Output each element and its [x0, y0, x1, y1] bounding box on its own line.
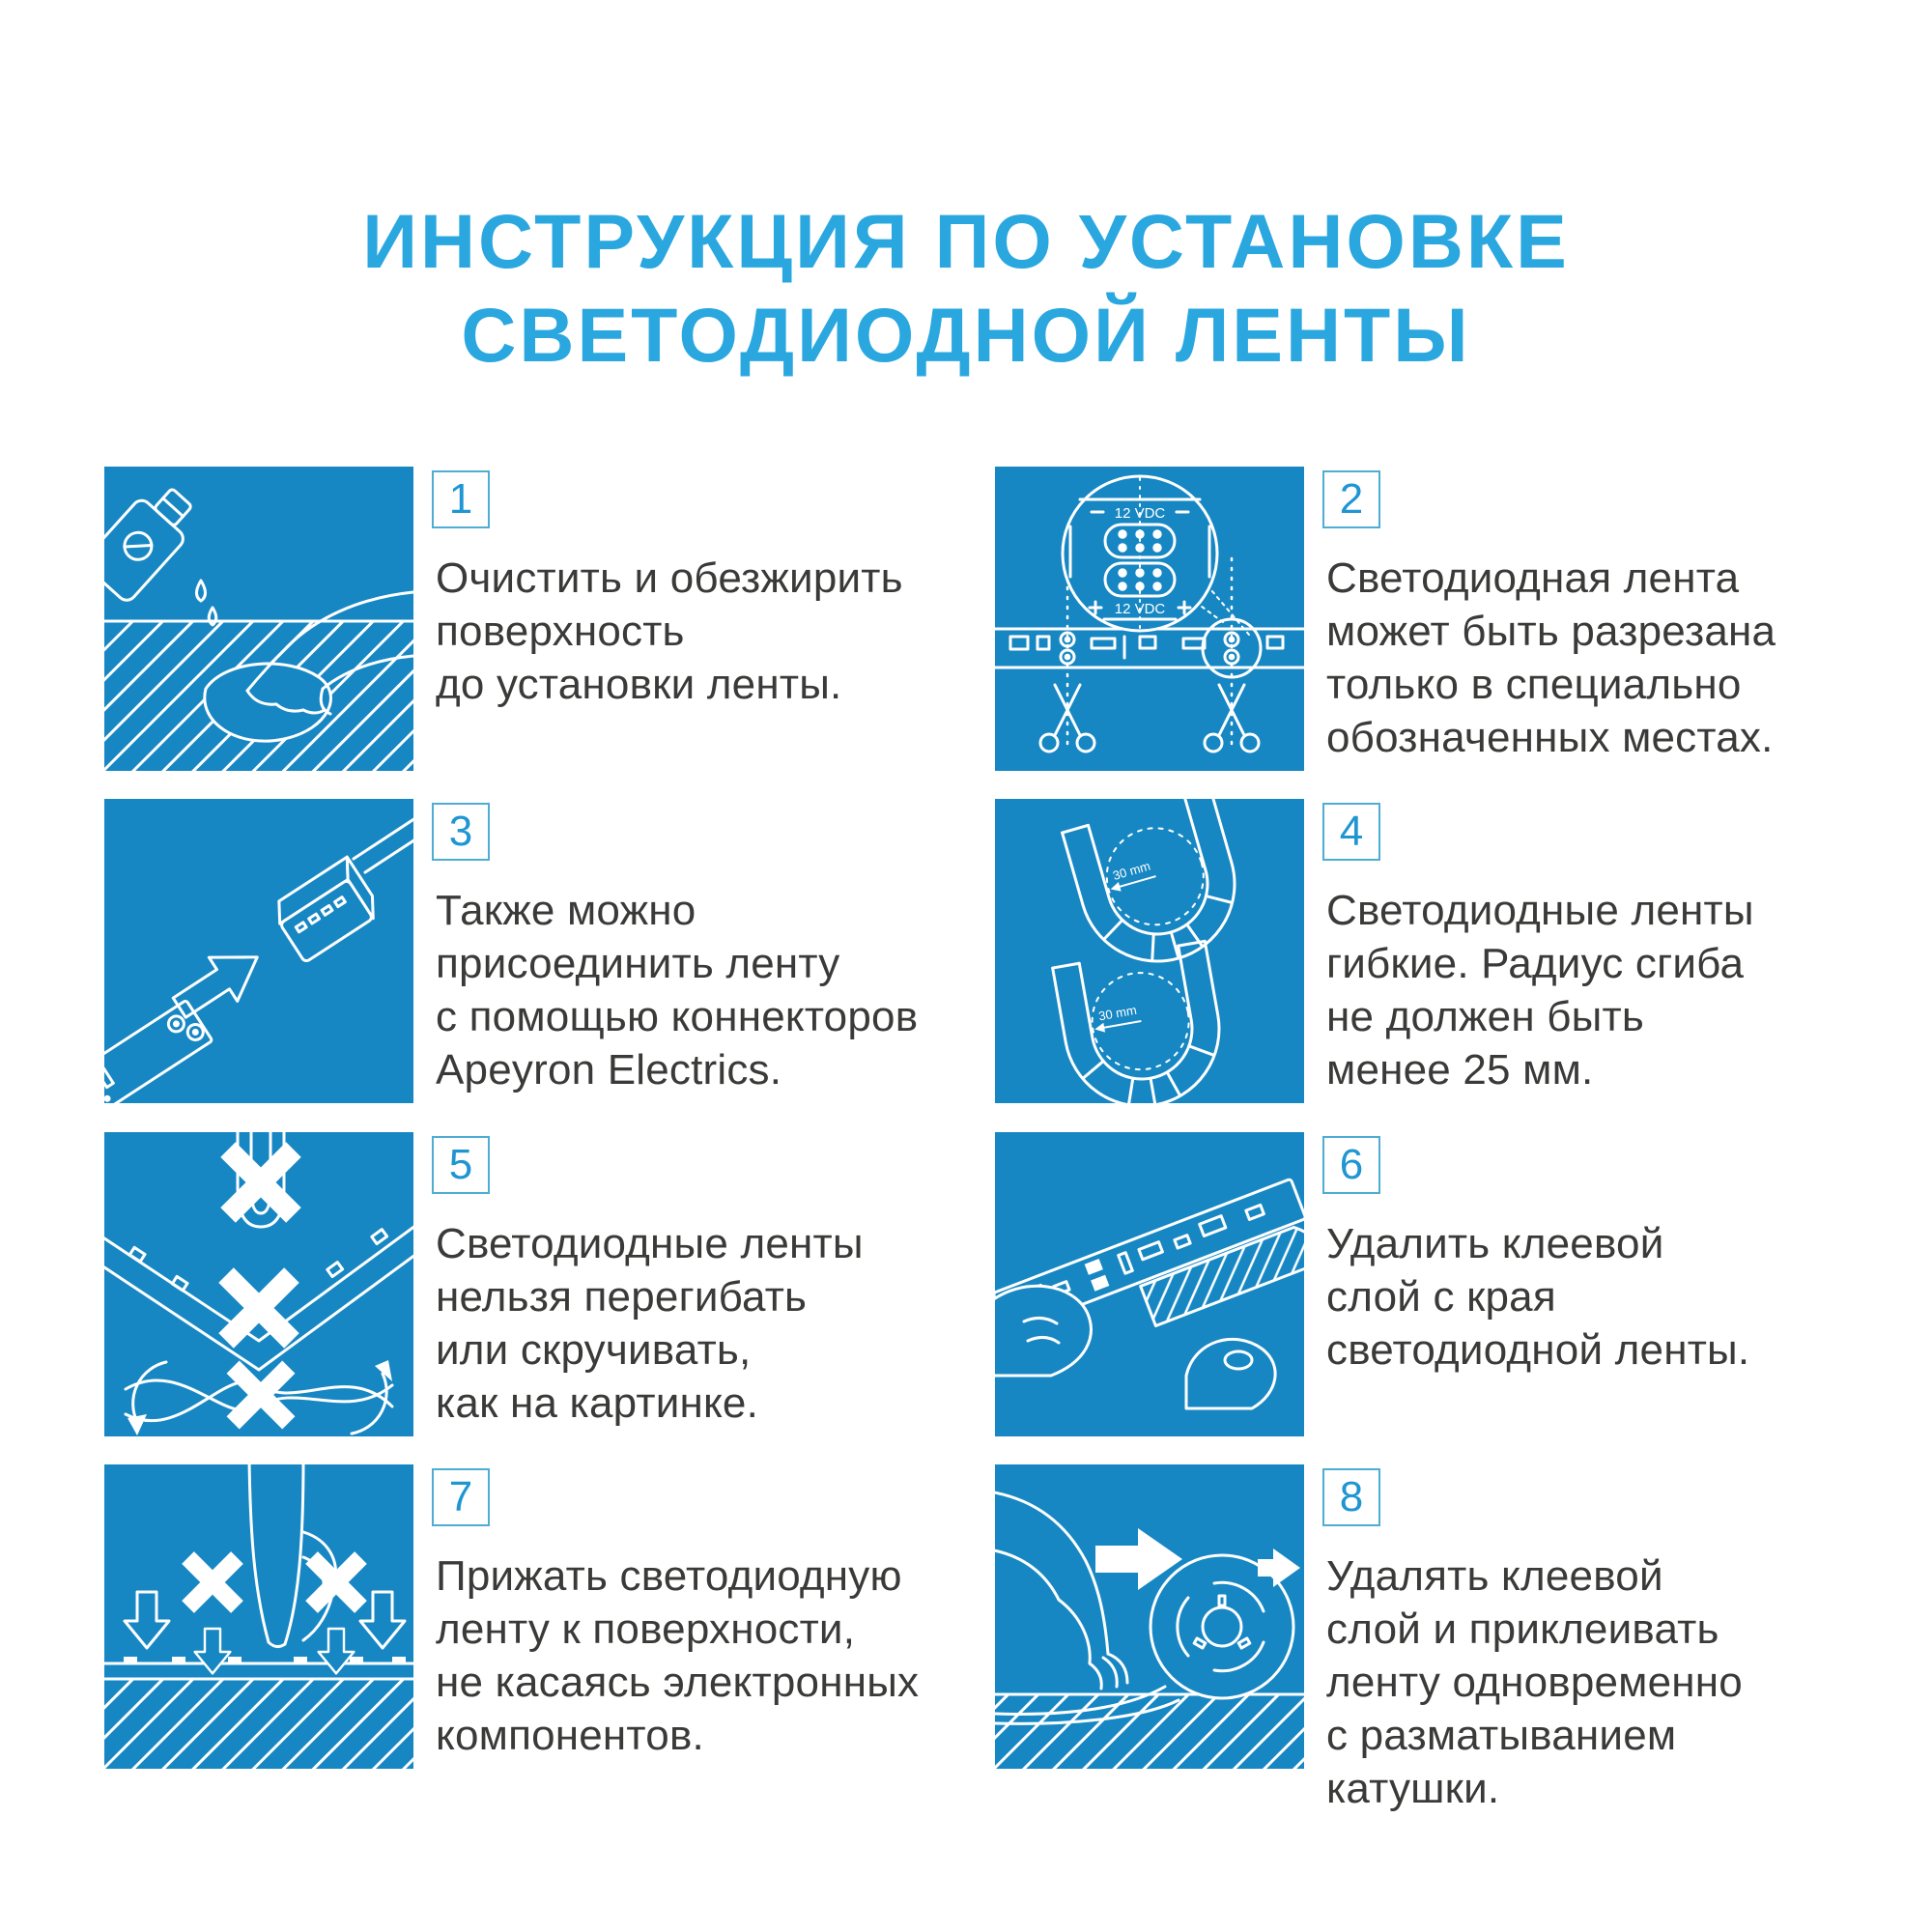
text-line: Удалять клеевой: [1326, 1552, 1663, 1600]
page-title-line-2: СВЕТОДИОДНОЙ ЛЕНТЫ: [461, 291, 1471, 378]
text-line: может быть разрезана: [1326, 608, 1776, 655]
step-1-text: [436, 552, 903, 711]
text-line: нельзя перегибать: [436, 1273, 808, 1321]
text-line: с разматыванием: [1326, 1712, 1677, 1759]
step-number: 6: [1339, 1141, 1364, 1188]
step-7-number-badge: [432, 1468, 490, 1526]
text-line: только в специально: [1326, 661, 1742, 708]
step-2-number-badge: [1322, 470, 1380, 528]
step-8: [995, 1464, 1893, 1812]
reel-icon: [1151, 1555, 1293, 1698]
text-line: не касаясь электронных: [436, 1659, 920, 1706]
hand-icon: [995, 1286, 1091, 1376]
connect-with-connector-illustration: [104, 799, 413, 1103]
voltage-label: 12 VDC: [1114, 601, 1166, 617]
text-line: не должен быть: [1326, 993, 1644, 1040]
page-title-line-1: ИНСТРУКЦИЯ ПО УСТАНОВКЕ: [362, 197, 1570, 284]
step-3-text: [436, 884, 918, 1096]
press-strip-illustration: [104, 1464, 413, 1769]
step-number: 5: [448, 1141, 473, 1188]
text-line: Также можно: [436, 887, 696, 934]
text-line: или скручивать,: [436, 1326, 752, 1374]
text-line: до установки ленты.: [436, 661, 842, 708]
text-line: Светодиодные ленты: [436, 1220, 864, 1267]
step-3-number-badge: [432, 803, 490, 861]
text-line: ленту одновременно: [1326, 1659, 1743, 1706]
text-line: Светодиодная лента: [1326, 554, 1740, 602]
step-8-number-badge: [1322, 1468, 1380, 1526]
step-1-number-badge: [432, 470, 490, 528]
text-line: слой с края: [1326, 1273, 1556, 1321]
text-line: менее 25 мм.: [1326, 1046, 1594, 1094]
step-number: 2: [1339, 475, 1364, 523]
step-number: 8: [1339, 1473, 1364, 1520]
bend-radius-illustration: [995, 799, 1304, 1103]
text-line: с помощью коннекторов: [436, 993, 919, 1040]
voltage-label: 12 VDC: [1114, 505, 1166, 522]
led-strip: [104, 1663, 413, 1679]
step-1: [104, 467, 1003, 772]
step-number: 3: [448, 808, 473, 855]
cut-at-marked-places-illustration: [995, 467, 1304, 771]
text-line: поверхность: [436, 608, 685, 655]
clean-degrease-surface-illustration: [104, 467, 413, 771]
step-7-text: [436, 1549, 919, 1762]
text-line: гибкие. Радиус сгиба: [1326, 940, 1745, 987]
step-4-text: [1326, 884, 1754, 1096]
do-not-kink-or-twist-illustration: [104, 1132, 413, 1436]
step-5-text: [436, 1217, 864, 1430]
step-2: [995, 467, 1893, 772]
radius-label: 30 mm: [1097, 1002, 1138, 1024]
step-number: 7: [448, 1473, 473, 1520]
text-line: компонентов.: [436, 1712, 704, 1759]
step-5: [104, 1132, 1003, 1437]
text-line: как на картинке.: [436, 1379, 759, 1427]
step-6-text: [1326, 1217, 1749, 1377]
text-line: ленту к поверхности,: [436, 1605, 856, 1653]
radius-label: 30 mm: [1111, 858, 1152, 884]
text-line: обозначенных местах.: [1326, 714, 1774, 761]
unwind-and-stick-illustration: [995, 1464, 1304, 1769]
step-7: [104, 1464, 1003, 1770]
text-line: Светодиодные ленты: [1326, 887, 1754, 934]
step-8-text: [1326, 1549, 1743, 1815]
step-4-number-badge: [1322, 803, 1380, 861]
step-number: 4: [1339, 808, 1364, 855]
step-3: [104, 799, 1003, 1104]
text-line: Очистить и обезжирить: [436, 554, 903, 602]
step-2-text: [1326, 552, 1776, 764]
text-line: светодиодной ленты.: [1326, 1326, 1750, 1374]
text-line: Удалить клеевой: [1326, 1220, 1664, 1267]
text-line: слой и приклеивать: [1326, 1605, 1719, 1653]
text-line: Прижать светодиодную: [436, 1552, 902, 1600]
step-4: [995, 799, 1893, 1104]
page-title: [0, 194, 1932, 382]
step-6: [995, 1132, 1893, 1437]
step-number: 1: [448, 475, 473, 523]
step-5-number-badge: [432, 1136, 490, 1194]
step-6-number-badge: [1322, 1136, 1380, 1194]
text-line: катушки.: [1326, 1765, 1500, 1812]
remove-adhesive-edge-illustration: [995, 1132, 1304, 1436]
text-line: присоединить ленту: [436, 940, 840, 987]
text-line: Apeyron Electrics.: [436, 1046, 782, 1094]
